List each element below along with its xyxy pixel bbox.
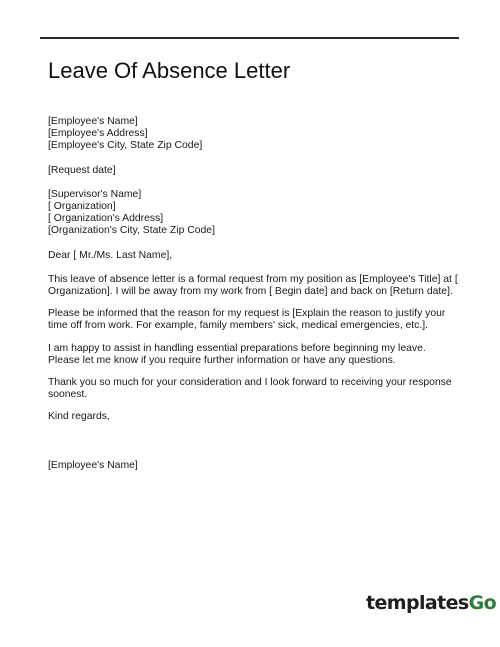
recipient-block — [48, 189, 458, 238]
request-date: [Request date] — [48, 164, 116, 176]
sender-city-state-zip: [Employee's City, State Zip Code] — [48, 140, 203, 152]
salutation: Dear [ Mr./Ms. Last Name], — [48, 249, 173, 261]
letter-title: Leave Of Absence Letter — [48, 58, 291, 83]
body-paragraph: Please be informed that the reason for my request is [Explain the reason to justify your time off from work. For example, family members' sick, medical emergencies, etc.]. — [48, 308, 446, 332]
templatesgo-logo — [366, 592, 496, 614]
logo-text-templates: templates — [366, 592, 469, 614]
sender-name: [Employee's Name] — [48, 116, 138, 127]
sender-address: [Employee's Address] — [48, 128, 148, 140]
recipient-address: [ Organization's Address] — [48, 213, 164, 225]
recipient-organization: [ Organization] — [48, 201, 116, 213]
recipient-name: [Supervisor's Name] — [48, 188, 142, 200]
sender-block — [48, 116, 458, 153]
body-paragraph: This leave of absence letter is a formal request from my position as [Employee's Title] at [ Organization]. I will be away from my work from [ Begin date] and back on [Return date]. — [48, 273, 458, 298]
recipient-city-state-zip: [Organization's City, State Zip Code] — [48, 225, 215, 237]
logo-text-go: Go — [468, 592, 497, 614]
letter-content — [48, 116, 458, 472]
body-paragraph: I am happy to assist in handling essential preparations before beginning my leave. Please let me know if you require further information or have any questions. — [48, 342, 426, 366]
body-paragraph: Thank you so much for your consideration and I look forward to receiving your response soonest. — [48, 377, 452, 401]
signature-name: [Employee's Name] — [48, 459, 138, 471]
top-rule — [40, 37, 459, 39]
closing: Kind regards, — [48, 411, 110, 423]
